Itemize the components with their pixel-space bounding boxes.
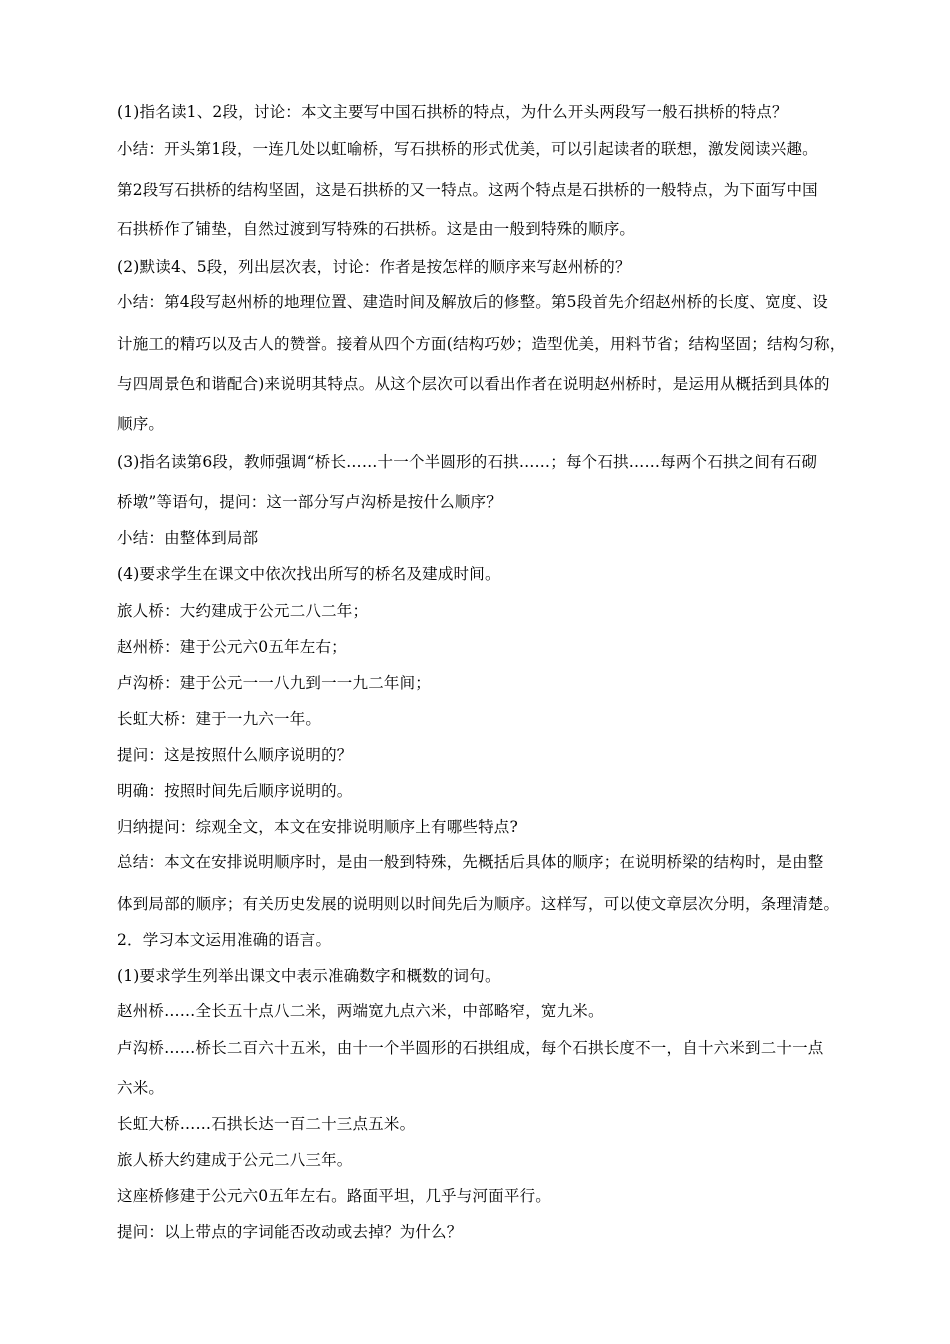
text-line: 旅人桥大约建成于公元二八三年。 [117, 1151, 353, 1169]
text-line: 与四周景色和谐配合)来说明其特点。从这个层次可以看出作者在说明赵州桥时，是运用从概括到具体的 [117, 375, 830, 393]
text-line: 总结：本文在安排说明顺序时，是由一般到特殊，先概括后具体的顺序；在说明桥梁的结构时，是由整 [117, 853, 824, 871]
text-line: 长虹大桥：建于一九六一年。 [117, 710, 322, 728]
text-line: 小结：第4段写赵州桥的地理位置、建造时间及解放后的修整。第5段首先介绍赵州桥的长度、宽度、设 [117, 293, 828, 311]
text-line: (3)指名读第6段，教师强调“桥长……十一个半圆形的石拱……；每个石拱……每两个石拱之间有石砌 [117, 453, 818, 471]
text-line: 归纳提问：综观全文，本文在安排说明顺序上有哪些特点? [117, 818, 519, 836]
text-line: 第2段写石拱桥的结构坚固，这是石拱桥的又一特点。这两个特点是石拱桥的一般特点，为下面写中国 [117, 181, 818, 199]
text-line: 顺序。 [117, 415, 165, 433]
text-line: 提问：以上带点的字词能否改动或去掉？为什么？ [117, 1223, 463, 1241]
text-line: 旅人桥：大约建成于公元二八二年； [117, 602, 369, 620]
text-line: 石拱桥作了铺垫，自然过渡到写特殊的石拱桥。这是由一般到特殊的顺序。 [117, 220, 636, 238]
text-line: 小结：开头第1段，一连几处以虹喻桥，写石拱桥的形式优美，可以引起读者的联想，激发阅读兴趣。 [117, 140, 818, 158]
text-line: 2．学习本文运用准确的语言。 [117, 931, 332, 949]
text-line: 卢沟桥……桥长二百六十五米，由十一个半圆形的石拱组成，每个石拱长度不一，自十六米到二十一点 [117, 1039, 824, 1057]
text-line: 桥墩”等语句，提问：这一部分写卢沟桥是按什么顺序？ [117, 493, 502, 511]
text-line: (1)要求学生列举出课文中表示准确数字和概数的词句。 [117, 967, 501, 985]
text-line: 这座桥修建于公元六0五年左右。路面平坦，几乎与河面平行。 [117, 1187, 551, 1205]
text-line: 长虹大桥……石拱长达一百二十三点五米。 [117, 1115, 416, 1133]
text-line: (1)指名读1、2段，讨论：本文主要写中国石拱桥的特点，为什么开头两段写一般石拱桥的特点？ [117, 103, 788, 121]
text-line: (2)默读4、5段，列出层次表，讨论：作者是按怎样的顺序来写赵州桥的？ [117, 258, 631, 276]
text-line: 提问：这是按照什么顺序说明的？ [117, 746, 353, 764]
text-line: 明确：按照时间先后顺序说明的。 [117, 782, 353, 800]
text-line: 六米。 [117, 1079, 165, 1097]
text-line: 赵州桥……全长五十点八二米，两端宽九点六米，中部略窄，宽九米。 [117, 1002, 604, 1020]
text-line: 卢沟桥：建于公元一一八九到一一九二年间； [117, 674, 432, 692]
text-line: 体到局部的顺序；有关历史发展的说明则以时间先后为顺序。这样写，可以使文章层次分明，条理清楚。 [117, 895, 840, 913]
text-line: 计施工的精巧以及古人的赞誉。接着从四个方面(结构巧妙；造型优美，用料节省；结构坚固；结构匀称， [117, 335, 846, 353]
text-line: (4)要求学生在课文中依次找出所写的桥名及建成时间。 [117, 565, 501, 583]
text-line: 赵州桥：建于公元六0五年左右； [117, 638, 347, 656]
text-line: 小结：由整体到局部 [117, 529, 259, 547]
